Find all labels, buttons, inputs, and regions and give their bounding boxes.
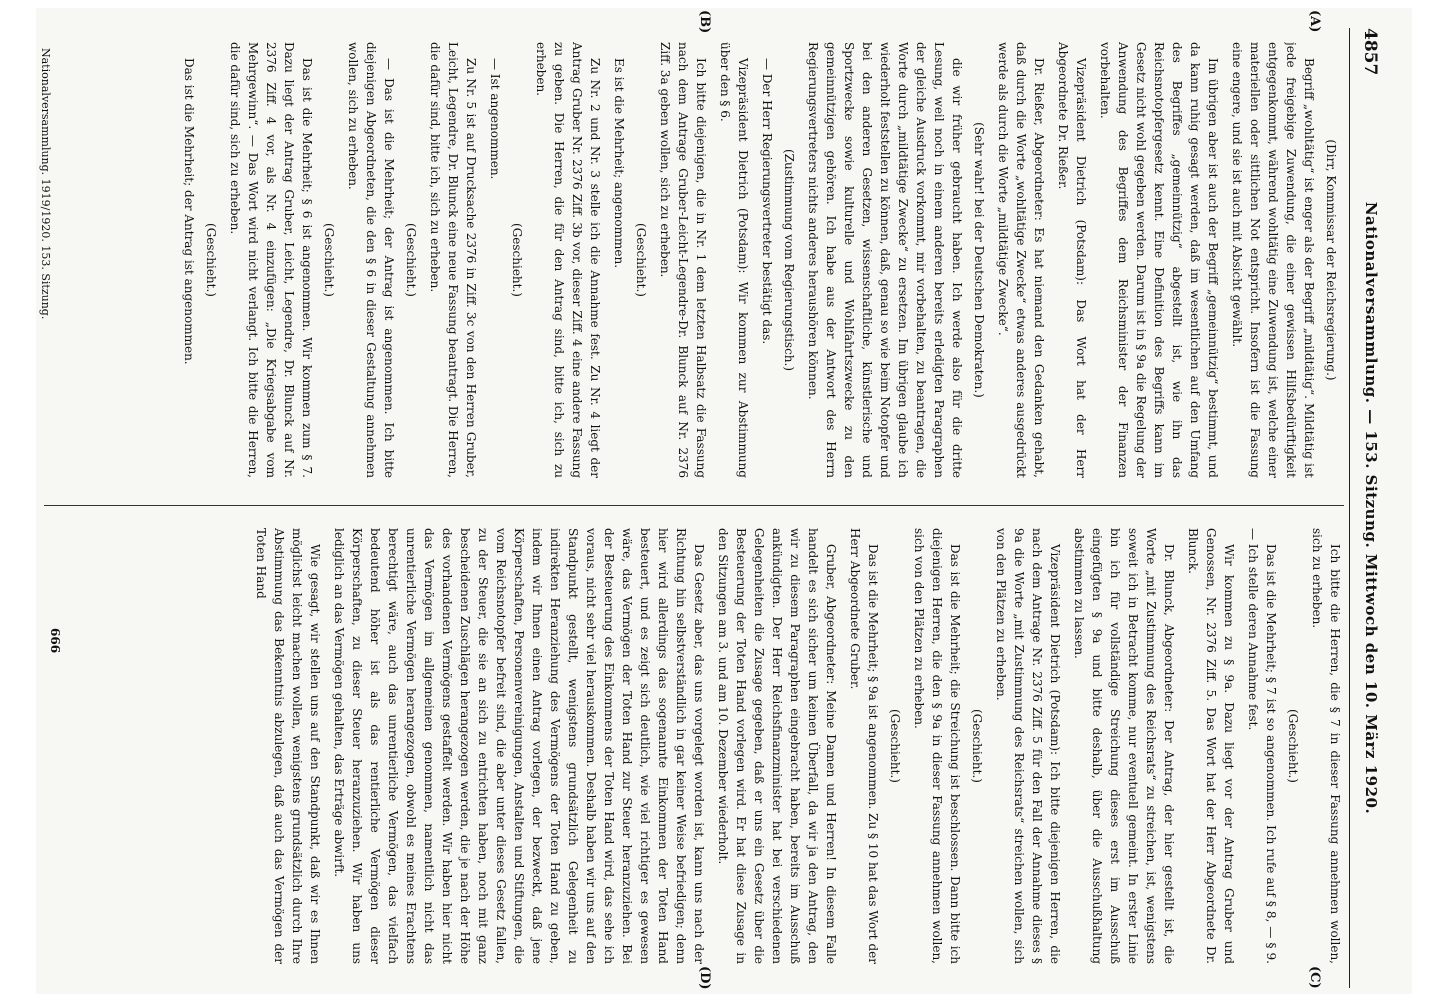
paragraph: Das ist die Mehrheit; der Antrag ist angenommen. (182, 58, 196, 365)
paragraph: Begriff „wohltätig“ ist enger als der Begriff „mildtätig“. Mildtätig ist jede freigebige Zuwendung, die einer gewissen Hilfsbedürftigkeit entgegenkommt, während wohltätig eine Zuwendung ist, welche einer materiellen oder sittlichen Not entspricht. Insofern ist die Fassung eine engere, und sie ist auch mit Absicht gewählt. (1230, 42, 1316, 478)
paragraph: Ich bitte diejenigen, die in Nr. 1 dem letzten Halbsatz die Fassung nach dem Antrage Gruber-Leicht-Legendre-Dr. Blunck auf Nr. 2376 Ziff. 3a geben wollen, sich zu erheben. (658, 42, 708, 478)
paragraph: Dr. Rießer, Abgeordneter: Es hat niemand den Gedanken gehabt, daß durch die Worte „wohltätige Zwecke“ etwas anderes ausgedrückt werde als durch die Worte „mildtätige Zwecke“. (996, 42, 1046, 478)
column-divider (44, 505, 1344, 506)
scanned-page (36, 8, 1412, 994)
stage-direction: (Geschieht.) (1286, 709, 1300, 783)
margin-mark-b: (B) (697, 10, 712, 34)
footer-session: Nationalversammlung. 1919/1920. 153. Sitzung. (39, 48, 52, 320)
paragraph: die wir früher gebraucht haben. Ich werde also für die dritte Lesung, weil noch in einem anderen bereits erledigten Paragraphen der gleiche Ausdruck vorkommt, mir vorbehalten, zu beantragen, die Worte durch „mildtätige Zwecke“ zu ersetzen. Im übrigen glaube ich wiederholt feststellen zu können, daß, genau so wie beim Notopfer und bei den anderen Gesetzen, wissenschaftliche, künstlerische und Sportzwecke sowie kulturelle und Wohlfahrtszwecke zu den gemeinnützigen gehören. Ich habe aus der Antwort des Herrn Regierungsvertreters nichts anderes heraushören können. (806, 42, 964, 478)
paragraph: — Das ist die Mehrheit; der Antrag ist angenommen. Ich bitte diejenigen Abgeordneten, die den § 6 in dieser Gestaltung annehmen wollen, sich zu erheben. (346, 42, 396, 478)
margin-mark-d: (D) (697, 966, 712, 990)
paragraph: Vizepräsident Dietrich (Potsdam): Wir kommen zur Abstimmung über den § 6. (718, 42, 750, 478)
paragraph: — Ist angenommen. (488, 58, 502, 180)
stage-direction: (Geschieht.) (204, 223, 218, 297)
paragraph: Das ist die Mehrheit; die Streichung ist beschlossen. Dann bitte ich diejenigen Herren, die den § 9a in dieser Fassung annehmen wollen, sich von den Plätzen zu erheben. (912, 528, 962, 964)
stage-direction: (Geschieht.) (970, 709, 984, 783)
stage-direction: (Geschieht.) (322, 223, 336, 297)
left-column (54, 42, 1344, 478)
margin-mark-a: (A) (1307, 10, 1322, 33)
paragraph: Vizepräsident Dietrich (Potsdam): Ich bitte diejenigen Herren, die nach dem Antrage Nr. 2376 Ziff. 5 für den Fall der Annahme dieses § 9a die Worte „mit Zustimmung des Reichsrats“ streichen wollen, sich von den Plätzen zu erheben. (994, 528, 1062, 964)
page-header (1349, 28, 1390, 988)
paragraph: Dr. Blunck, Abgeordneter: Der Antrag, der hier gestellt ist, die Worte „mit Zustimmung des Reichsrats“ zu streichen, ist, wenigstens soweit ich in Betracht komme, nur eventuell gemeint. In erster Linie bin ich für vollständige Streichung dieses erst im Ausschuß eingefügten § 9a und bitte deshalb, über die Ausschußhaltung abstimmen zu lassen. (1072, 528, 1176, 964)
stage-direction: (Sehr wahr! bei der Deutschen Demokraten.) (972, 122, 986, 398)
paragraph: Es ist die Mehrheit; angenommen. (612, 58, 626, 269)
footer-signature: 666 (48, 628, 62, 654)
stage-direction: (Geschieht.) (510, 223, 524, 297)
stage-direction: (Geschieht.) (634, 223, 648, 297)
paragraph: Das ist die Mehrheit; § 7 ist so angenommen. Ich rufe auf § 8, — § 9. — Ich stelle deren Annahme fest. (1246, 528, 1278, 964)
stage-direction: (Dirr, Kommissar der Reichsregierung.) (1324, 139, 1338, 381)
paragraph: Das Gesetz aber, das uns vorgelegt worden ist, kann uns nach der Richtung hin selbstverständlich in gar keiner Weise befriedigen; denn hier wird allerdings das sogenannte Einkommen der Toten Hand besteuert, und es zeigt sich deutlich, wie viel richtiger es gewesen wäre, das Vermögen der Toten Hand zur Steuer heranzuziehen. Bei der Besteuerung des Einkommens der Toten Hand wird, das sehe ich voraus, nicht sehr viel herauskommen. Deshalb haben wir uns auf den Standpunkt gestellt, wenigstens grundsätzlich Gelegenheit zu indirekten Heranziehung des Vermögens der Toten Hand zu geben, indem wir Ihnen einen Antrag vorlegen, der bezweckt, daß jene Körperschaften, Personenvereinigungen, Anstalten und Stiftungen, die vom Reichsnotopfer befreit sind, die aber unter dieses Gesetz fallen, zu der Steuer, die sie an sich zu entrichten haben, noch mit ganz bescheidenen Zuschlägen herangezogen werden, die je nach der Höhe des vorhandenen Vermögens gestaffelt werden. Wir haben hier nicht das Vermögen im allgemeinen genommen, namentlich nicht das unrentierliche Vermögen herangezogen, obwohl es meines Erachtens berechtigt wäre, auch das unrentierliche Vermögen, das vielfach bedeutend höher ist als das rentierliche Vermögen dieser Körperschaften, zu dieser Steuer heranzuziehen. Wir haben uns lediglich an das Vermögen gehalten, das Erträge abwirft. (332, 528, 706, 964)
stage-direction: (Geschieht.) (888, 709, 902, 783)
paragraph: Das ist die Mehrheit; § 9a ist angenommen. Zu § 10 hat das Wort der Herr Abgeordnete Gruber. (848, 528, 880, 964)
paragraph: Ich bitte die Herren, die § 7 in dieser Fassung annehmen wollen, sich zu erheben. (1310, 528, 1342, 964)
paragraph: Zu Nr. 5 ist auf Drucksache 2376 in Ziff. 3c von den Herren Gruber, Leicht, Legendre, Dr. Blunck eine neue Fassung beantragt. Die Herren, die dafür sind, bitte ich, sich zu erheben. (428, 42, 478, 478)
paragraph: Vizepräsident Dietrich (Potsdam): Das Wort hat der Herr Abgeordnete Dr. Rießer. (1056, 42, 1088, 478)
margin-mark-c: (C) (1307, 966, 1322, 989)
paragraph: Wir kommen zu § 9a. Dazu liegt vor der Antrag Gruber und Genossen, Nr. 2376 Ziff. 5. Das Wort hat der Herr Abgeordnete Dr. Blunck. (1186, 528, 1236, 964)
right-column (54, 528, 1344, 964)
header-title: Nationalversammlung. — 153. Sitzung. Mittwoch den 10. März 1920. (1362, 201, 1380, 815)
stage-direction: (Geschieht.) (404, 223, 418, 297)
side-credit (1418, 0, 1434, 1000)
paragraph: — Der Herr Regierungsvertreter bestätigt das. (760, 58, 774, 345)
paragraph: Im übrigen aber ist auch der Begriff „gemeinnützig“ bestimmt, und da kann ruhig gesagt werden, daß im wesentlichen auf den Umfang des Begriffes „gemeinnützig“ abgestellt ist, wie ihn das Reichsnotopfergesetz kennt. Eine Definition des Begriffs kann im Gesetz nicht wohl gegeben werden. Darum ist in § 9a die Regelung der Anwendung des Begriffes dem Reichsminister der Finanzen vorbehalten. (1098, 42, 1220, 478)
paragraph: Das ist die Mehrheit; § 6 ist angenommen. Wir kommen zum § 7. Dazu liegt der Antrag Gruber, Leicht, Legendre, Dr. Blunck auf Nr. 2376 Ziff. 4 vor, als Nr. 4 einzufügen: „Die Kriegsabgabe vom Mehrgewinn“. — Das Wort wird nicht verlangt. Ich bitte die Herren, die dafür sind, sich zu erheben. (228, 42, 314, 478)
paragraph: Gruber, Abgeordneter: Meine Damen und Herren! In diesem Falle handelt es sich sicher um keinen Überfall, da wir ja den Antrag, den wir zu diesem Paragraphen eingebracht haben, bereits im Ausschuß ankündigten. Der Herr Reichsfinanzminister hat bei verschiedenen Gelegenheiten die Zusage gegeben, daß er uns ein Gesetz über die Besteuerung der Toten Hand vorlegen wird. Er hat diese Zusage in den Sitzungen am 3. und am 10. Dezember wiederholt. (716, 528, 838, 964)
page-number: 4857 (1360, 28, 1380, 76)
paragraph: Wie gesagt, wir stellen uns auf den Standpunkt, daß wir es Ihnen möglichst leicht machen wollen, wenigstens grundsätzlich durch Ihre Abstimmung das Bekenntnis abzulegen, daß auch das Vermögen der Toten Hand (254, 528, 322, 964)
paragraph: Zu Nr. 2 und Nr. 3 stelle ich die Annahme fest. Zu Nr. 4 liegt der Antrag Gruber Nr. 2376 Ziff. 3b vor, dieser Ziff. 4 eine andere Fassung zu geben. Die Herren, die für den Antrag sind, bitte ich, sich zu erheben. (534, 42, 602, 478)
stage-direction: (Zustimmung vom Regierungstisch.) (782, 148, 796, 372)
